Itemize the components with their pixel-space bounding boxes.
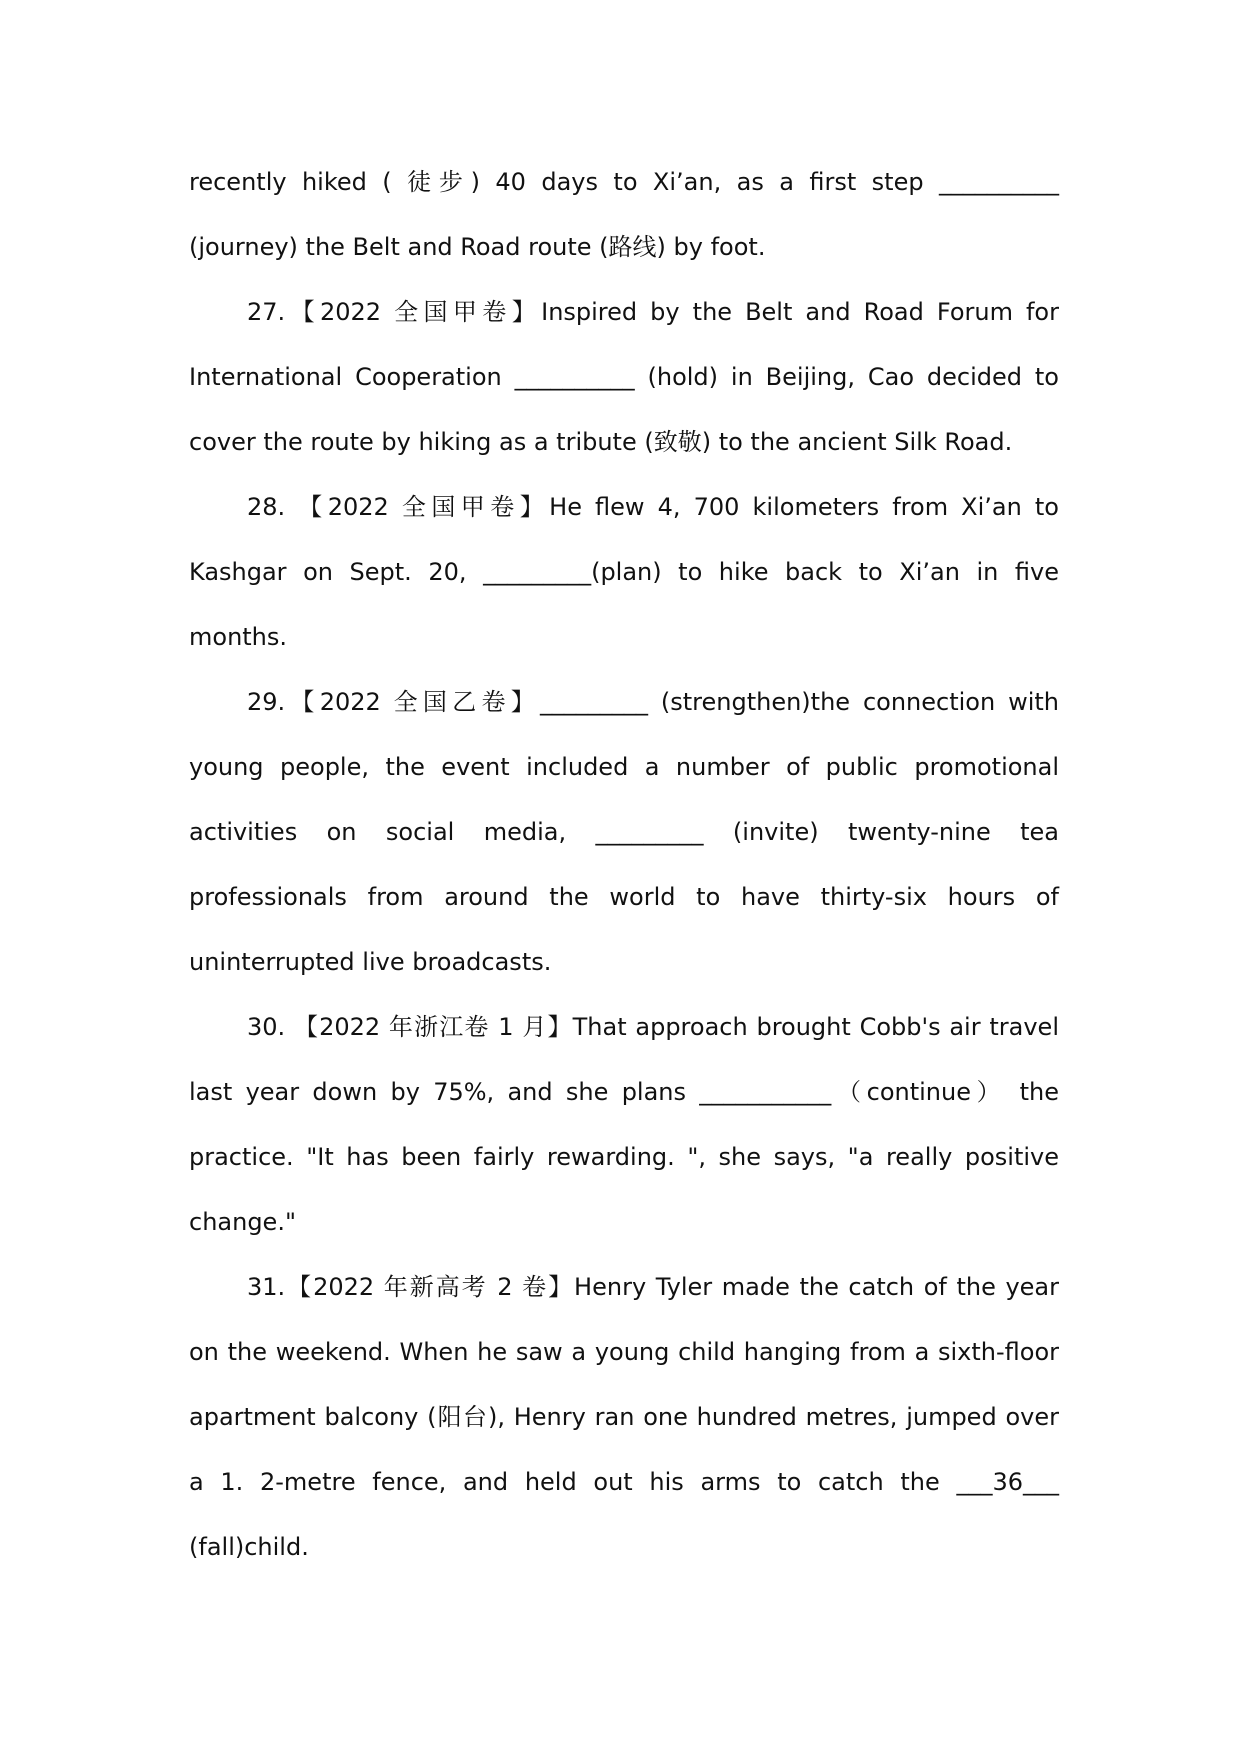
document-body (189, 150, 1059, 1580)
question-29: 29.【2022 全国乙卷】_________ (strengthen)the connection with young people, the event included a number of public promotional activities on social media, _________ (invite) twenty-nine tea professionals from around the world to have thirty-six hours of uninterrupted live broadcasts. (189, 688, 1059, 976)
question-28: 28. 【2022 全国甲卷】He flew 4, 700 kilometers from Xi’an to Kashgar on Sept. 20, _________(plan) to hike back to Xi’an in five months. (189, 493, 1059, 651)
paragraph-26-continued: recently hiked ( 徒步) 40 days to Xi’an, as a first step __________ (journey) the Belt and Road route (路线) by foot. (189, 168, 1059, 261)
question-27: 27.【2022 全国甲卷】Inspired by the Belt and Road Forum for International Cooperation __________ (hold) in Beijing, Cao decided to cover the route by hiking as a tribute (致敬) to the ancient Silk Road. (189, 298, 1059, 456)
question-30: 30. 【2022 年浙江卷 1 月】That approach brought Cobb's air travel last year down by 75%, and she plans ___________（continue） the practice. "It has been fairly rewarding. ", she says, "a really positive change." (189, 1013, 1059, 1236)
question-31: 31.【2022 年新高考 2 卷】Henry Tyler made the catch of the year on the weekend. When he saw a young child hanging from a sixth-floor apartment balcony (阳台), Henry ran one hundred metres, jumped over a 1. 2-metre fence, and held out his arms to catch the ___36___ (fall)child. (189, 1273, 1059, 1561)
